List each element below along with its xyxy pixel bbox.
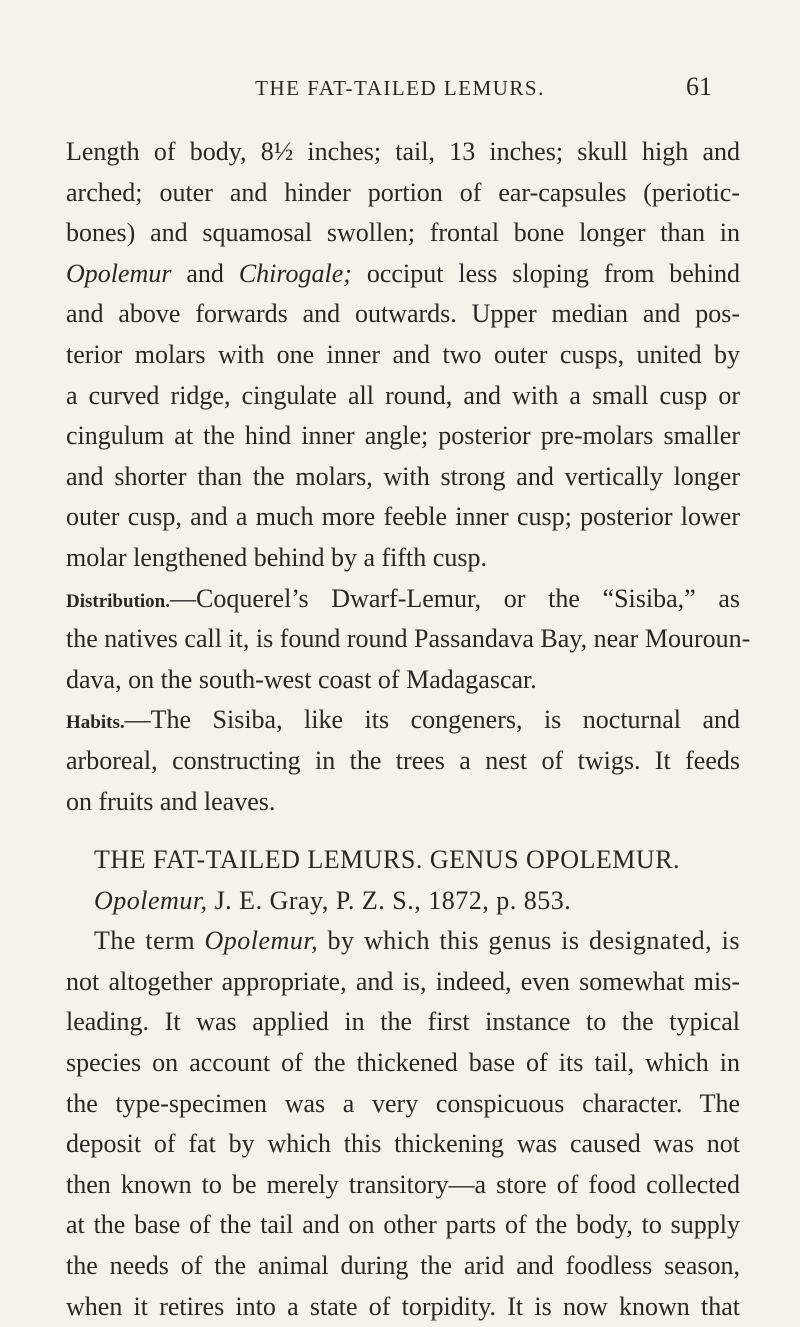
text-line: not altogether appropriate, and is, indeed, even somewhat mis-: [66, 966, 740, 996]
text-line: [66, 921, 740, 962]
genus-heading: THE FAT-TAILED LEMURS. GENUS OPOLEMUR.: [94, 845, 681, 875]
text-fragment: and: [171, 258, 239, 288]
text-fragment: The term: [94, 926, 205, 956]
text-line: outer cusp, and a much more feeble inner cusp; posterior lower: [66, 502, 740, 532]
page-body: [66, 132, 751, 1327]
text-line: the natives call it, is found round Passandava Bay, near Mouroun-: [66, 624, 751, 654]
text-line: at the base of the tail and on other parts of the body, to supply: [66, 1210, 740, 1240]
text-line: cingulum at the hind inner angle; posterior pre-molars smaller: [66, 421, 740, 451]
genus-paragraph: [66, 921, 740, 1327]
description-paragraph: [66, 132, 740, 579]
section-gap: [66, 822, 740, 840]
text-line: arched; outer and hinder portion of ear-capsules (periotic-: [66, 177, 740, 207]
text-line: species on account of the thickened base of its tail, which in: [66, 1048, 740, 1078]
genus-citation: [66, 881, 740, 922]
genus-name: Opolemur: [66, 258, 172, 288]
text-line: Length of body, 8½ inches; tail, 13 inches; skull high and: [66, 137, 740, 166]
text-line: bones) and squamosal swollen; frontal bone longer than in: [66, 218, 740, 248]
text-fragment: J. E. Gray, P. Z. S., 1872, p. 853.: [207, 885, 572, 915]
text-line: dava, on the south-west coast of Madagascar.: [66, 664, 537, 694]
text-fragment: —Coquerel’s Dwarf-Lemur, or the “Sisiba,” as: [170, 583, 740, 613]
text-fragment: —The Sisiba, like its congeners, is nocturnal and: [124, 705, 740, 735]
text-line: deposit of fat by which this thickening was caused was not: [66, 1129, 740, 1159]
section-label-habits: Habits.: [66, 712, 125, 734]
text-line: on fruits and leaves.: [66, 786, 276, 816]
page-number: 61: [686, 72, 712, 101]
text-line: leading. It was applied in the first instance to the typical: [66, 1007, 740, 1037]
text-line: terior molars with one inner and two outer cusps, united by: [66, 339, 740, 369]
text-line: the needs of the animal during the arid and foodless season,: [66, 1251, 740, 1281]
running-head: THE FAT-TAILED LEMURS.: [255, 76, 545, 100]
text-line: then known to be merely transitory—a store of food collected: [66, 1169, 740, 1199]
text-line: [66, 254, 740, 295]
section-label-distribution: Distribution.: [66, 590, 170, 612]
text-line: when it retires into a state of torpidity. It is now known that: [66, 1291, 740, 1321]
text-line: and shorter than the molars, with strong and vertically longer: [66, 461, 740, 491]
page-header: [0, 0, 800, 100]
text-line: [66, 700, 740, 741]
text-line: the type-specimen was a very conspicuous character. The: [66, 1088, 740, 1118]
text-line: arboreal, constructing in the trees a nest of twigs. It feeds: [66, 745, 740, 775]
text-line: a curved ridge, cingulate all round, and with a small cusp or: [66, 380, 740, 410]
genus-name: Opolemur,: [94, 885, 208, 915]
text-line: molar lengthened behind by a fifth cusp.: [66, 542, 487, 572]
text-fragment: by which this genus is designated, is: [318, 926, 740, 956]
genus-name: Opolemur,: [204, 926, 319, 956]
distribution-paragraph: [66, 579, 751, 701]
genus-name: Chirogale;: [238, 258, 352, 288]
habits-paragraph: [66, 700, 740, 822]
text-fragment: occiput less sloping from behind: [351, 258, 740, 288]
text-line: and above forwards and outwards. Upper median and pos-: [66, 299, 740, 329]
text-line: [66, 579, 740, 620]
